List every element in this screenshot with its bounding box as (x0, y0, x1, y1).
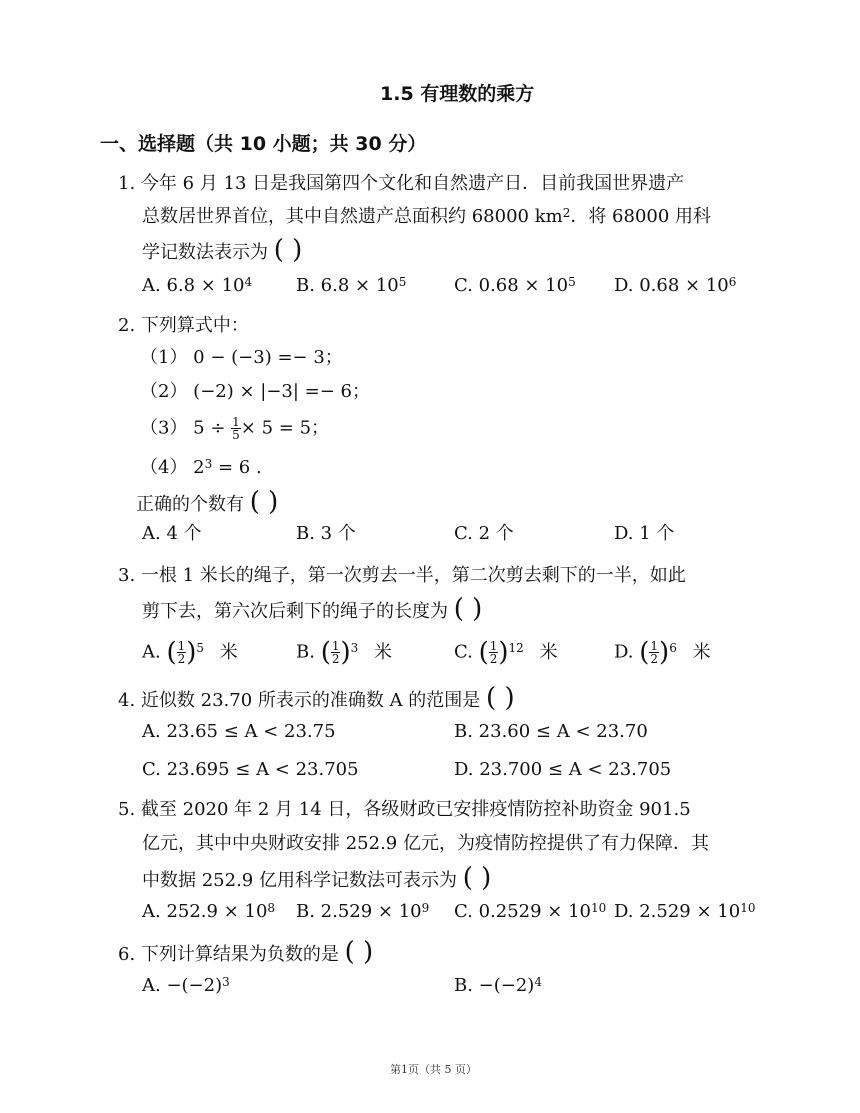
option-d-exponent: 6 (728, 275, 737, 289)
fraction-denominator: 2 (650, 652, 659, 666)
answer-blank: ( ) (462, 863, 492, 893)
q2-expr-4-post: = 6 . (212, 457, 262, 478)
q1-option-d[interactable] (614, 274, 736, 298)
q3-option-b[interactable] (296, 637, 393, 668)
right-paren: ) (498, 637, 509, 668)
answer-blank: ( ) (273, 235, 303, 265)
q5-stem-end: 中数据 252.9 亿用科学记数法可表示为 (142, 870, 457, 891)
q1-option-b[interactable] (296, 274, 406, 298)
option-a-exponent: 3 (222, 975, 230, 989)
fraction (489, 640, 499, 665)
q2-expr-4 (140, 456, 262, 480)
q2-expr-3-pre: （3） 5 ÷ (140, 417, 232, 439)
q1-line-2 (142, 205, 711, 229)
option-d-exponent: 6 (669, 641, 677, 655)
q4-option-c[interactable]: C. 23.695 ≤ A < 23.705 (142, 759, 359, 780)
option-b-exponent: 4 (534, 975, 542, 989)
fraction-numerator: 1 (331, 639, 340, 653)
option-c-exponent: 5 (568, 275, 576, 289)
option-a-text: A. 6.8 × 10 (142, 275, 245, 296)
q5-line-1: 5. 截至 2020 年 2 月 14 日，各级财政已安排疫情防控补助资金 901.5 (118, 799, 691, 820)
q2-ask (136, 487, 279, 517)
q2-ask-text: 正确的个数有 (136, 494, 244, 515)
right-paren: ) (186, 637, 197, 668)
left-paren: ( (639, 637, 650, 668)
left-paren: ( (320, 637, 331, 668)
q5-option-b[interactable] (296, 900, 429, 924)
option-a-label: A. (142, 641, 161, 663)
fraction-numerator: 1 (489, 639, 498, 653)
q2-expr-4-pre: （4） 2 (140, 457, 205, 478)
option-b-exponent: 5 (398, 275, 407, 289)
q4-option-a[interactable]: A. 23.65 ≤ A < 23.75 (142, 721, 336, 742)
answer-blank: ( ) (249, 487, 279, 517)
fraction (231, 416, 241, 441)
option-a-exponent: 8 (267, 901, 276, 915)
option-c-exponent: 10 (591, 901, 607, 915)
left-paren: ( (166, 637, 177, 668)
q4-line-1 (118, 683, 515, 713)
fraction-denominator: 2 (331, 652, 340, 666)
unit-label: 米 (539, 641, 558, 663)
option-d-text: D. 2.529 × 10 (614, 901, 741, 922)
q2-expr-1: （1） 0 − (−3) =− 3； (140, 347, 343, 368)
option-d-text: D. 0.68 × 10 (614, 275, 729, 296)
q3-line-1: 3. 一根 1 米长的绳子，第一次剪去一半，第二次剪去剩下的一半，如此 (118, 565, 686, 586)
left-paren: ( (478, 637, 489, 668)
q1-line-3 (142, 235, 303, 265)
unit-label: 米 (219, 641, 238, 663)
q6-line-1 (118, 937, 374, 967)
fraction (649, 640, 659, 665)
option-b-text: B. 2.529 × 10 (296, 901, 422, 922)
q1-line-2a: 总数居世界首位，其中自然遗产总面积约 68000 km (142, 206, 563, 227)
option-c-label: C. (454, 641, 473, 663)
option-b-label: B. (296, 641, 315, 663)
fraction-denominator: 2 (177, 652, 186, 666)
q1-stem-end: 学记数法表示为 (142, 242, 268, 263)
q1-unit-exponent: 2 (562, 206, 571, 220)
section-heading: 一、选择题（共 10 小题；共 30 分） (100, 133, 427, 155)
q5-line-3 (142, 863, 492, 893)
option-b-exponent: 3 (350, 641, 359, 655)
q2-expr-2: （2） (−2) × |−3| =− 6； (140, 381, 371, 402)
q1-line-1: 1. 今年 6 月 13 日是我国第四个文化和自然遗产日．目前我国世界遗产 (118, 173, 685, 194)
option-a-exponent: 5 (196, 641, 205, 655)
option-a-text: A. 252.9 × 10 (142, 901, 268, 922)
q4-option-d[interactable]: D. 23.700 ≤ A < 23.705 (454, 759, 672, 780)
fraction-denominator: 5 (232, 428, 240, 442)
q3-option-c[interactable] (454, 637, 558, 668)
q5-option-d[interactable] (614, 900, 755, 924)
q4-option-b[interactable]: B. 23.60 ≤ A < 23.70 (454, 721, 648, 742)
fraction (177, 640, 187, 665)
q5-option-a[interactable] (142, 900, 275, 924)
q3-option-d[interactable] (614, 637, 711, 668)
q3-option-a[interactable] (142, 637, 238, 668)
option-d-exponent: 10 (740, 901, 756, 915)
q2-line-1: 2. 下列算式中： (118, 315, 249, 336)
page-title: 1.5 有理数的乘方 (380, 83, 535, 105)
fraction-numerator: 1 (232, 415, 240, 429)
fraction-denominator: 2 (489, 652, 498, 666)
option-b-exponent: 9 (421, 901, 430, 915)
answer-blank: ( ) (453, 594, 483, 624)
q1-option-a[interactable] (142, 274, 252, 298)
q2-option-c[interactable]: C. 2 个 (454, 523, 514, 544)
option-c-exponent: 12 (508, 641, 524, 655)
q2-expr-3-post: × 5 = 5； (240, 417, 330, 439)
option-b-text: B. −(−2) (454, 975, 535, 996)
option-d-label: D. (614, 641, 634, 663)
right-paren: ) (659, 637, 670, 668)
q1-option-c[interactable] (454, 274, 576, 298)
unit-label: 米 (374, 641, 393, 663)
q2-option-a[interactable]: A. 4 个 (142, 523, 202, 544)
answer-blank: ( ) (486, 683, 515, 713)
option-c-text: C. 0.2529 × 10 (454, 901, 591, 922)
q6-option-b[interactable] (454, 974, 542, 998)
option-a-exponent: 4 (244, 275, 253, 289)
fraction-numerator: 1 (177, 639, 186, 653)
q6-stem: 6. 下列计算结果为负数的是 (118, 944, 339, 965)
unit-label: 米 (692, 641, 711, 663)
option-b-text: B. 6.8 × 10 (296, 275, 399, 296)
page-footer: 第1页（共 5 页） (390, 1063, 477, 1076)
q3-stem-end: 剪下去，第六次后剩下的绳子的长度为 (142, 601, 448, 622)
q2-expr-3 (140, 416, 329, 441)
q2-option-b[interactable]: B. 3 个 (296, 523, 356, 544)
q5-line-2: 亿元，其中中央财政安排 252.9 亿元，为疫情防控提供了有力保障．其 (142, 833, 709, 854)
q2-expr-4-exponent: 3 (204, 457, 213, 471)
answer-blank: ( ) (344, 937, 374, 967)
q2-option-d[interactable]: D. 1 个 (614, 523, 675, 544)
q6-option-a[interactable] (142, 974, 230, 998)
right-paren: ) (340, 637, 351, 668)
option-a-text: A. −(−2) (142, 975, 223, 996)
q5-option-c[interactable] (454, 900, 606, 924)
q1-line-2b: ．将 68000 用科 (570, 206, 712, 227)
fraction-numerator: 1 (650, 639, 659, 653)
option-c-text: C. 0.68 × 10 (454, 275, 569, 296)
q3-line-2 (142, 594, 483, 624)
q4-stem: 4. 近似数 23.70 所表示的准确数 A 的范围是 (118, 690, 481, 711)
